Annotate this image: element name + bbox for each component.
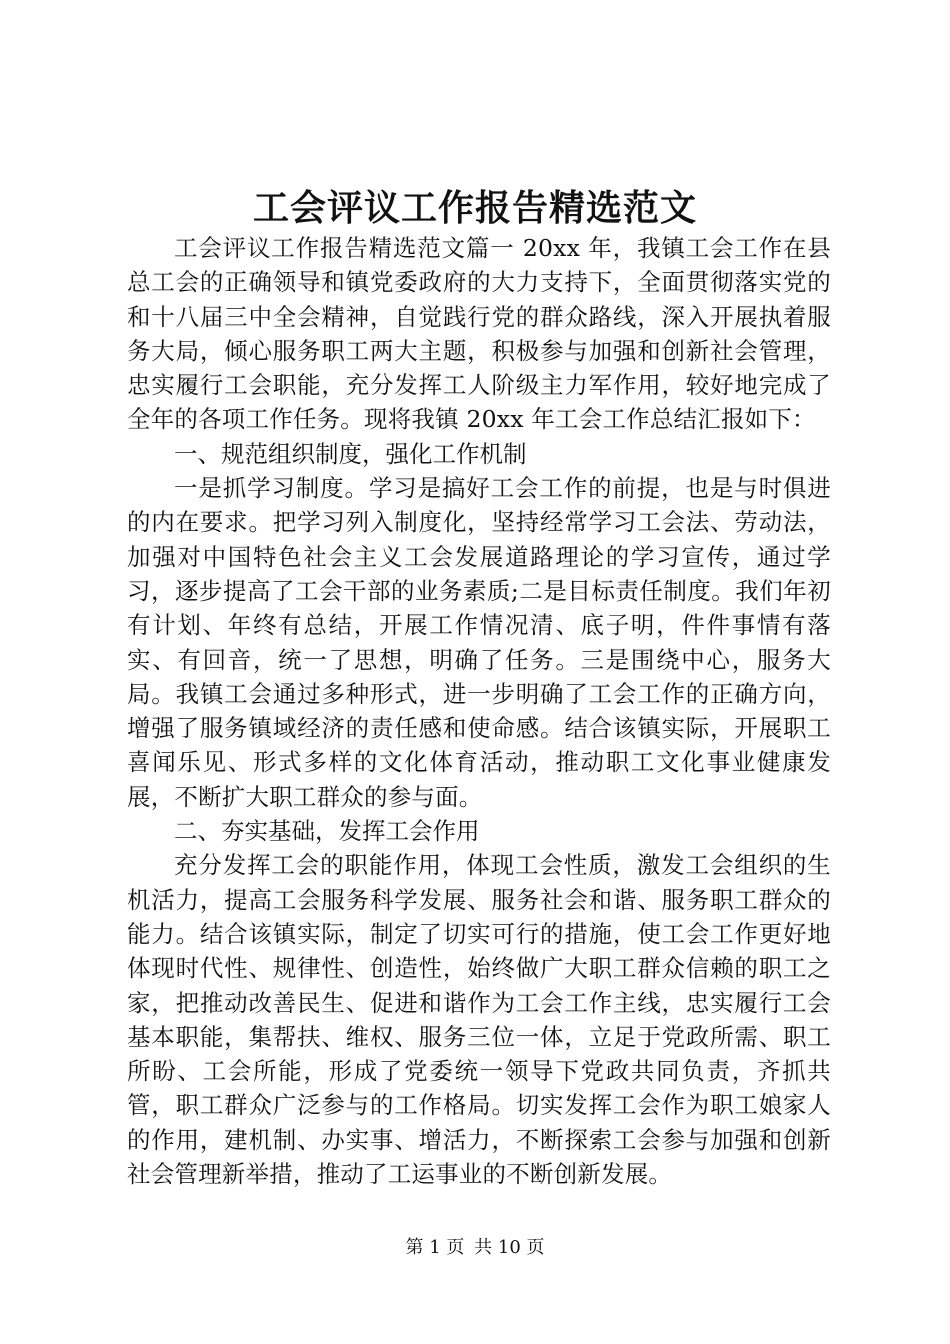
paragraph-section-2: 充分发挥工会的职能作用，体现工会性质，激发工会组织的生机活力，提高工会服务科学发展、服务社会和谐、服务职工群众的能力。结合该镇实际，制定了切实可行的措施，使工会工作更好地体现时代性、规律性、创造性，始终做广大职工群众信赖的职工之家，把推动改善民生、促进和谐作为工会工作主线，忠实履行工会基本职能，集帮扶、维权、服务三位一体，立足于党政所需、职工所盼、工会所能，形成了党委统一领导下党政共同负责，齐抓共管，职工群众广泛参与的工作格局。切实发挥工会作为职工娘家人的作用，建机制、办实事、增活力，不断探索工会参与加强和创新社会管理新举措，推动了工运事业的不断创新发展。 bbox=[127, 851, 831, 1189]
section-heading-2: 二、夯实基础，发挥工会作用 bbox=[174, 817, 480, 846]
page-total: 共 10 页 bbox=[474, 1237, 545, 1258]
paragraph-intro: 工会评议工作报告精选范文篇一 20xx 年，我镇工会工作在县总工会的正确领导和镇党委政府的大力支持下，全面贯彻落实党的和十八届三中全会精神，自觉践行党的群众路线，深入开展执着服务大局，倾心服务职工两大主题，积极参与加强和创新社会管理，忠实履行工会职能，充分发挥工人阶级主力军作用，较好地完成了全年的各项工作任务。现将我镇 20xx 年工会工作总结汇报如下： bbox=[127, 234, 831, 434]
page-footer bbox=[0, 1236, 950, 1260]
section-heading-1: 一、规范组织制度，强化工作机制 bbox=[174, 439, 527, 468]
document-title: 工会评议工作报告精选范文 bbox=[252, 187, 697, 229]
document-body bbox=[127, 231, 831, 1191]
paragraph-section-1: 一是抓学习制度。学习是搞好工会工作的前提，也是与时俱进的内在要求。把学习列入制度化，坚持经常学习工会法、劳动法，加强对中国特色社会主义工会发展道路理论的学习宣传，通过学习，逐步提高了工会干部的业务素质;二是目标责任制度。我们年初有计划、年终有总结，开展工作情况清、底子明，件件事情有落实、有回音，统一了思想，明确了任务。三是围绕中心，服务大局。我镇工会通过多种形式，进一步明确了工会工作的正确方向，增强了服务镇域经济的责任感和使命感。结合该镇实际，开展职工喜闻乐见、形式多样的文化体育活动，推动职工文化事业健康发展，不断扩大职工群众的参与面。 bbox=[127, 474, 831, 811]
page-number: 第 1 页 bbox=[405, 1237, 465, 1258]
